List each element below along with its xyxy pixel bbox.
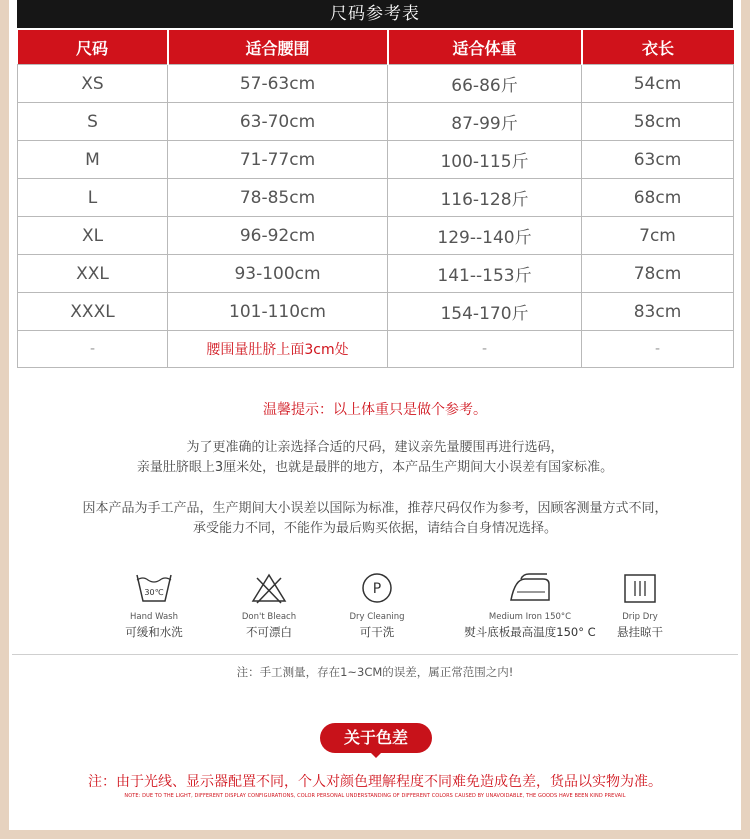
cell-weight: 141--153斤 [388, 255, 582, 293]
table-note-row [18, 331, 734, 368]
care-no-bleach [209, 572, 329, 640]
care-label-cn: 可干洗 [359, 625, 395, 639]
cell-waist: 57-63cm [168, 65, 388, 103]
care-dry-clean [317, 572, 437, 640]
handmade-notice-line: 承受能力不同，不能作为最后购买依据，请结合自身情况选择。 [192, 521, 557, 536]
color-diff-note: 注：由于光线、显示器配置不同，个人对颜色理解程度不同难免造成色差，货品以实物为准。 [88, 774, 662, 790]
size-table-header [18, 30, 734, 65]
care-label-cn: 悬挂晾干 [617, 625, 663, 639]
cell-size: S [18, 103, 168, 141]
care-label-en: Dry Cleaning [349, 612, 405, 622]
table-row [18, 103, 734, 141]
badge-pointer [370, 752, 382, 758]
note-cell: - [582, 331, 734, 368]
care-label-en: Drip Dry [622, 612, 658, 622]
cell-weight: 116-128斤 [388, 179, 582, 217]
warm-tip: 温馨提示：以上体重只是做个参考。 [263, 402, 487, 418]
cell-length: 78cm [582, 255, 734, 293]
cell-weight: 87-99斤 [388, 103, 582, 141]
header-waist: 适合腰围 [168, 30, 388, 65]
no-bleach-icon [249, 572, 289, 604]
cell-waist: 71-77cm [168, 141, 388, 179]
cell-size: L [18, 179, 168, 217]
table-row [18, 179, 734, 217]
cell-length: 54cm [582, 65, 734, 103]
measure-advice-line: 亲量肚脐眼上3厘米处，也就是最胖的地方，本产品生产期间大小误差有国家标准。 [136, 460, 614, 475]
color-diff-badge: 关于色差 [320, 723, 432, 753]
care-label-en: Medium Iron 150°C [488, 612, 572, 622]
care-label-cn: 可缓和水洗 [125, 625, 183, 639]
cell-size: XL [18, 217, 168, 255]
cell-length: 58cm [582, 103, 734, 141]
header-weight: 适合体重 [388, 30, 582, 65]
page-title: 尺码参考表 [17, 0, 733, 28]
handmade-notice-line: 因本产品为手工产品，生产期间大小误差以国际为标准，推荐尺码仅作为参考，因顾客测量方式不同， [82, 501, 668, 516]
care-label-en: Don't Bleach [241, 612, 297, 622]
cell-weight: 129--140斤 [388, 217, 582, 255]
dry-clean-icon [357, 572, 397, 604]
table-row [18, 293, 734, 331]
cell-waist: 78-85cm [168, 179, 388, 217]
measure-advice-line: 为了更准确的让亲选择合适的尺码，建议亲先量腰围再进行选码， [186, 440, 564, 455]
wash-temperature: 30℃ [144, 588, 164, 597]
measure-advice [0, 438, 750, 478]
table-row [18, 65, 734, 103]
dry-clean-letter: P [372, 581, 382, 597]
table-row [18, 255, 734, 293]
color-diff-note-en: NOTE: DUE TO THE LIGHT, DIFFERENT DISPLAY CONFIGURATIONS, COLOR PERSONAL UNDERSTANDING OF DIFFERENT COLORS CAUSED BY UNAVOIDABLE, THE GOODS HAVE BEEN KIND PREVAIL [124, 793, 626, 799]
size-table [17, 30, 734, 368]
note-cell: - [388, 331, 582, 368]
cell-length: 68cm [582, 179, 734, 217]
care-drip-dry [580, 572, 700, 640]
cell-length: 63cm [582, 141, 734, 179]
cell-waist: 93-100cm [168, 255, 388, 293]
care-label-cn: 不可漂白 [246, 625, 292, 639]
iron-icon [505, 572, 555, 604]
cell-waist: 63-70cm [168, 103, 388, 141]
handmade-notice [0, 499, 750, 539]
drip-dry-icon [620, 572, 660, 604]
cell-waist: 96-92cm [168, 217, 388, 255]
divider [12, 654, 738, 655]
header-size: 尺码 [18, 30, 168, 65]
cell-waist: 101-110cm [168, 293, 388, 331]
care-label-cn: 熨斗底板最高温度150° C [464, 625, 596, 639]
care-instructions [0, 572, 750, 652]
cell-weight: 66-86斤 [388, 65, 582, 103]
care-label-en: Hand Wash [130, 612, 178, 622]
cell-size: XXXL [18, 293, 168, 331]
cell-weight: 154-170斤 [388, 293, 582, 331]
note-cell: - [18, 331, 168, 368]
table-row [18, 217, 734, 255]
waist-measure-note: 腰围量肚脐上面3cm处 [168, 331, 388, 368]
cell-size: XXL [18, 255, 168, 293]
cell-weight: 100-115斤 [388, 141, 582, 179]
cell-size: XS [18, 65, 168, 103]
hand-wash-icon [134, 572, 174, 604]
measure-error-note: 注：手工测量，存在1~3CM的误差，属正常范围之内! [236, 665, 514, 679]
table-row [18, 141, 734, 179]
cell-length: 7cm [582, 217, 734, 255]
cell-length: 83cm [582, 293, 734, 331]
cell-size: M [18, 141, 168, 179]
care-hand-wash [94, 572, 214, 640]
header-length: 衣长 [582, 30, 734, 65]
